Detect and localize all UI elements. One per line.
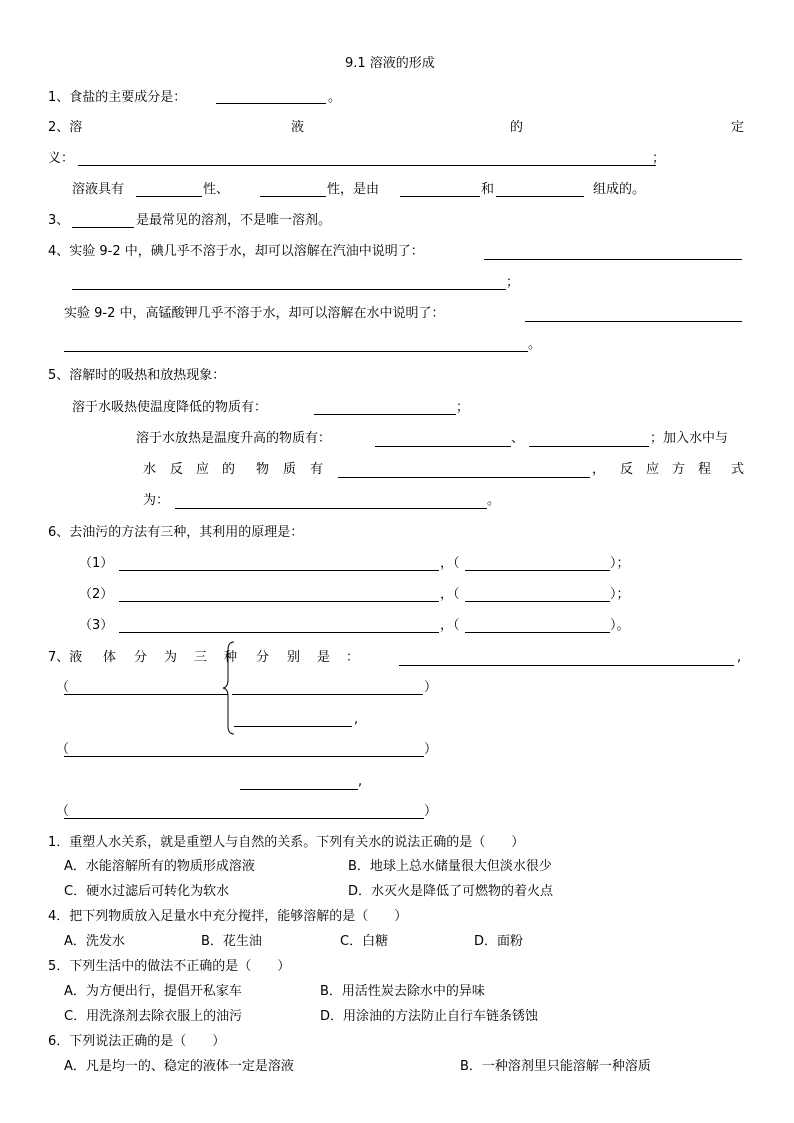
q7-sub-blank-1[interactable] (234, 726, 352, 727)
q2-def-prefix: 义： (48, 151, 75, 166)
q5-react-word-1: 水 (143, 462, 157, 477)
q4-blank-2b[interactable] (64, 351, 528, 352)
q7-row-1-open: （ (56, 680, 70, 695)
q5-react-word-5: 物 (256, 462, 270, 477)
q2-definition-blank[interactable] (78, 165, 656, 166)
q7-row-3-blank[interactable] (64, 818, 424, 819)
q5-equation-blank[interactable] (175, 508, 487, 509)
q6-item-1-end: ）； (610, 556, 630, 571)
q3-prefix: 3、 (48, 213, 70, 228)
q5-react-word-3: 应 (196, 462, 210, 477)
q6-item-1-comma: ，（ (440, 556, 460, 571)
q4-end-1: ； (506, 275, 520, 290)
q4-line-1: 4、实验 9-2 中，碘几乎不溶于水，却可以溶解在汽油中说明了： (48, 244, 424, 259)
q4-blank-2a[interactable] (525, 321, 742, 322)
q7-char-9: 是 (317, 650, 331, 665)
q5-eq-word-4: 方 (672, 462, 686, 477)
q6-head: 6、去油污的方法有三种，其利用的原理是： (48, 525, 304, 540)
q7-char-10: ： (346, 650, 360, 665)
mc-4-option-a[interactable]: A．凡是均一的、稳定的液体一定是溶液 (64, 1059, 294, 1074)
mc-2-option-b[interactable]: B．花生油 (201, 934, 262, 949)
q5-eq-word-2: 反 (620, 462, 634, 477)
q5-absorb-blank[interactable] (314, 414, 456, 415)
q3-blank[interactable] (72, 227, 134, 228)
q6-method-1-blank[interactable] (119, 570, 439, 571)
q5-react-tail: ；加入水中与 (650, 431, 729, 446)
q5-eq-word-5: 程 (698, 462, 712, 477)
q7-char-7: 分 (256, 650, 270, 665)
mc-1-option-c[interactable]: C．硬水过滤后可转化为软水 (64, 884, 230, 899)
mc-3-option-c[interactable]: C．用洗涤剂去除衣服上的油污 (64, 1009, 243, 1024)
mc-1-option-b[interactable]: B．地球上总水储量很大但淡水很少 (348, 859, 552, 874)
q7-row-1-blank-b[interactable] (232, 694, 423, 695)
mc-2-option-c[interactable]: C．白糖 (340, 934, 389, 949)
q4-blank-1b[interactable] (72, 289, 506, 290)
q4-blank-1a[interactable] (484, 259, 742, 260)
q3-text: 是最常见的溶剂，不是唯一溶剂。 (136, 213, 332, 228)
q6-method-3-blank[interactable] (119, 632, 439, 633)
q6-item-2-label: （2） (79, 587, 114, 602)
q7-char-2: 体 (103, 650, 117, 665)
q4-line-2: 实验 9-2 中，高锰酸钾几乎不溶于水，却可以溶解在水中说明了： (64, 306, 445, 321)
q2-blank-property-2[interactable] (260, 196, 326, 197)
q4-end-2: 。 (528, 337, 542, 352)
mc-2-option-a[interactable]: A．洗发水 (64, 934, 125, 949)
q6-item-2-end: ）； (610, 587, 630, 602)
q1-text: 1、食盐的主要成分是： (48, 90, 187, 105)
q6-principle-3-blank[interactable] (465, 632, 610, 633)
q2-props-text-4: 和 (481, 182, 495, 197)
q7-char-4: 为 (164, 650, 178, 665)
page-title: 9.1 溶液的形成 (345, 56, 435, 71)
q2-props-text-2: 性、 (203, 182, 230, 197)
mc-2-stem: 4．把下列物质放入足量水中充分搅拌，能够溶解的是（ ） (48, 909, 408, 924)
q6-principle-1-blank[interactable] (465, 570, 610, 571)
q2-def-end: ； (652, 151, 666, 166)
q2-blank-property-1[interactable] (136, 196, 202, 197)
mc-3-option-a[interactable]: A．为方便出行，提倡开私家车 (64, 984, 242, 999)
q6-item-2-comma: ，（ (440, 587, 460, 602)
q1-blank[interactable] (216, 103, 326, 104)
mc-4-option-b[interactable]: B．一种溶剂里只能溶解一种溶质 (460, 1059, 651, 1074)
q5-release-blank-2[interactable] (529, 446, 649, 447)
q7-blank-main[interactable] (399, 665, 734, 666)
q7-char-6: 种 (224, 650, 238, 665)
q7-sub-comma-2: , (358, 774, 363, 789)
q5-absorb-text: 溶于水吸热使温度降低的物质有： (72, 400, 268, 415)
q2-props-text-5: 组成的。 (593, 182, 646, 197)
q6-item-3-comma: ，（ (440, 618, 460, 633)
q7-char-8: 别 (287, 650, 301, 665)
q7-row-3-open: （ (56, 804, 70, 819)
q7-row-1-blank-a[interactable] (64, 694, 228, 695)
q5-release-blank-1[interactable] (375, 446, 511, 447)
q7-char-3: 分 (134, 650, 148, 665)
q5-eq-end: 。 (487, 493, 501, 508)
q5-head: 5、溶解时的吸热和放热现象： (48, 368, 226, 383)
q7-char-5: 三 (194, 650, 208, 665)
q2-blank-solute[interactable] (400, 196, 480, 197)
q6-item-1-label: （1） (79, 556, 114, 571)
mc-3-option-d[interactable]: D．用涂油的方法防止自行车链条锈蚀 (320, 1009, 539, 1024)
mc-4-stem: 6．下列说法正确的是（ ） (48, 1034, 226, 1049)
q5-absorb-end: ； (456, 400, 470, 415)
brace-icon (222, 640, 236, 736)
q7-sub-comma-1: , (354, 712, 359, 727)
q5-react-substance-blank[interactable] (338, 477, 590, 478)
q7-main-comma: , (737, 650, 742, 665)
q7-char-1: 7、液 (48, 650, 83, 665)
q2-props-text-1: 溶液具有 (72, 182, 125, 197)
q6-item-3-label: （3） (79, 618, 114, 633)
q2-char-3: 的 (510, 120, 524, 135)
q6-principle-2-blank[interactable] (465, 601, 610, 602)
mc-3-stem: 5．下列生活中的做法不正确的是（ ） (48, 959, 291, 974)
mc-3-option-b[interactable]: B．用活性炭去除水中的异味 (320, 984, 485, 999)
q7-row-2-blank[interactable] (64, 756, 424, 757)
mc-1-stem: 1．重塑人水关系，就是重塑人与自然的关系。下列有关水的说法正确的是（ ） (48, 835, 525, 850)
q5-react-word-6: 质 (283, 462, 297, 477)
q5-react-word-4: 的 (222, 462, 236, 477)
q2-props-text-3: 性，是由 (327, 182, 380, 197)
q5-eq-word-1: ， (592, 462, 606, 477)
mc-1-option-d[interactable]: D．水灭火是降低了可燃物的着火点 (348, 884, 554, 899)
q5-eq-word-6: 式 (731, 462, 745, 477)
q6-item-3-end: ）。 (610, 618, 630, 633)
q2-blank-solvent[interactable] (496, 196, 584, 197)
q1-end: 。 (328, 90, 342, 105)
q5-release-text: 溶于水放热是温度升高的物质有： (136, 431, 332, 446)
q2-char-1: 2、溶 (48, 120, 83, 135)
q5-release-sep: 、 (511, 431, 525, 446)
q5-react-word-7: 有 (310, 462, 324, 477)
mc-2-option-d[interactable]: D．面粉 (474, 934, 524, 949)
q7-sub-blank-2[interactable] (240, 789, 358, 790)
q7-row-2-close: ） (424, 742, 438, 757)
mc-1-option-a[interactable]: A．水能溶解所有的物质形成溶液 (64, 859, 255, 874)
q2-char-4: 定 (731, 120, 745, 135)
q7-row-1-close: ） (424, 680, 438, 695)
q5-eq-prefix: 为： (143, 493, 170, 508)
q2-char-2: 液 (291, 120, 305, 135)
q5-react-word-2: 反 (170, 462, 184, 477)
q7-row-3-close: ） (424, 804, 438, 819)
q7-row-2-open: （ (56, 742, 70, 757)
q5-eq-word-3: 应 (646, 462, 660, 477)
q6-method-2-blank[interactable] (119, 601, 439, 602)
